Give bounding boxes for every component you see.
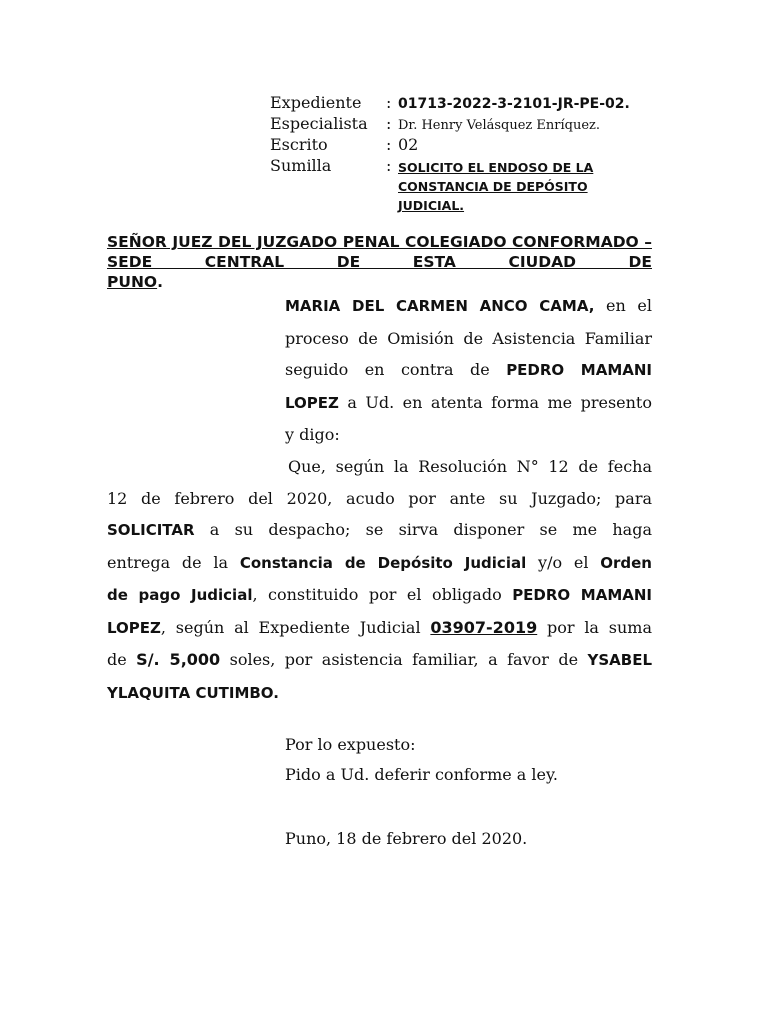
addressee-line-3: PUNO	[107, 273, 158, 291]
expediente-judicial-number: 03907-2019	[430, 617, 538, 637]
sumilla-line-2: CONSTANCIA DE DEPÓSITO	[398, 179, 588, 194]
addressee: SEÑOR JUEZ DEL JUZGADO PENAL COLEGIADO CONFORMADO – SEDE CENTRAL DE ESTA CIUDAD DE PUNO.	[107, 233, 652, 291]
escrito-value: 02	[398, 135, 419, 154]
place-date: Puno, 18 de febrero del 2020.	[285, 829, 528, 848]
expediente-label: Expediente	[270, 93, 362, 112]
especialista-value: Dr. Henry Velásquez Enríquez.	[398, 118, 601, 133]
expediente-row: Expediente : 01713-2022-3-2101-JR-PE-02.	[270, 93, 630, 112]
sumilla-line-3: JUDICIAL.	[398, 198, 465, 213]
sumilla-line-1: SOLICITO EL ENDOSO DE LA	[398, 160, 594, 175]
especialista-label: Especialista	[270, 114, 368, 133]
closing-line-2: Pido a Ud. deferir conforme a ley.	[285, 765, 559, 784]
sumilla-row: Sumilla :	[270, 156, 392, 175]
addressee-line-2: CONFORMADO – SEDE CENTRAL DE ESTA CIUDAD DE	[107, 233, 652, 271]
addressee-line-1: SEÑOR JUEZ DEL JUZGADO PENAL COLEGIADO	[107, 233, 507, 251]
closing-line-1: Por lo expuesto:	[285, 735, 416, 754]
amount: S/. 5,000	[136, 650, 221, 669]
defendant-name: PEDRO MAMANI	[506, 361, 653, 379]
body-paragraph: Que, según la Resolución N° 12 de fecha 12 de febrero del 2020, acudo por ante su Juzgado; para SOLICITAR a su despacho; se sirva disponer se me haga entrega de la Constancia de Depósito Judicial y/o el Orden de pago Judicial, constituido por el obligado PEDRO MAMANI LOPEZ, según al Expediente Judicial 03907-2019 por la suma de S/. 5,000 soles, por asistencia familiar, a favor de YSABEL YLAQUITA CUTIMBO.	[107, 457, 653, 702]
expediente-value: 01713-2022-3-2101-JR-PE-02.	[398, 96, 630, 112]
intro-paragraph: MARIA DEL CARMEN ANCO CAMA, en el proceso de Omisión de Asistencia Familiar seguido en contra de PEDRO MAMANI LOPEZ a Ud. en atenta forma me presento y digo:	[285, 296, 653, 444]
sumilla-label: Sumilla	[270, 156, 332, 175]
petitioner-name: MARIA DEL CARMEN ANCO CAMA,	[285, 297, 595, 315]
beneficiary-name: YLAQUITA CUTIMBO.	[107, 683, 279, 702]
especialista-row: Especialista : Dr. Henry Velásquez Enríquez.	[270, 114, 600, 136]
escrito-label: Escrito	[270, 135, 328, 154]
escrito-row: Escrito : 02	[270, 135, 419, 154]
